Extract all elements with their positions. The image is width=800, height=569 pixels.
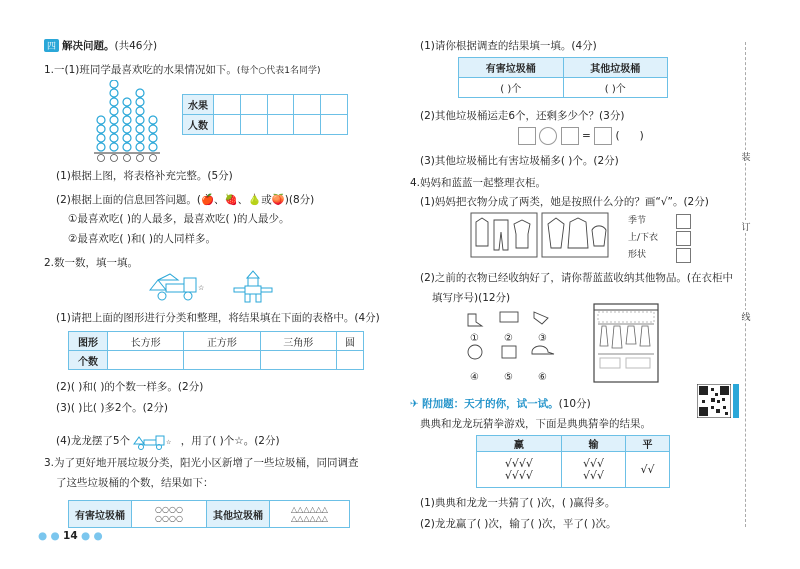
q2-sub2: (2)( )和( )的个数一样多。(2分) — [56, 381, 204, 393]
qr-code — [697, 384, 731, 418]
bonus-text: 典典和龙龙玩猜拳游戏，下面是典典猜拳的结果。 — [420, 418, 651, 430]
fruit-table: 水果 人数 — [182, 94, 348, 135]
wardrobe-image — [592, 300, 660, 384]
q2-sub3: (3)( )比( )多2个。(2分) — [56, 402, 168, 414]
binding-char: 线 — [740, 310, 752, 323]
clothes-groups — [470, 212, 610, 258]
q1-sub2: (2)根据上面的信息回答问题。(🍎、🍓、🍐或🍑)(8分) — [56, 194, 315, 206]
robot-figure — [232, 270, 274, 304]
rps-result-table: 赢 输 平 √√√√ √√√√ √√√ √√√ √√ — [476, 435, 670, 488]
section-badge: 四 — [44, 39, 59, 52]
q1-sub2b: ②最喜欢吃( )和( )的人同样多。 — [68, 233, 216, 245]
bonus-sub1: (1)典典和龙龙一共猜了( )次，( )赢得多。 — [420, 497, 616, 509]
truck-icon — [133, 432, 177, 450]
section-score: (共46分) — [114, 40, 158, 52]
q3-text2: 了这些垃圾桶的个数，结果如下： — [56, 477, 214, 489]
q3-sub1: (1)请你根据调查的结果填一填。(4分) — [420, 40, 597, 52]
q3-sub2: (2)其他垃圾桶运走6个，还剩多少个？(3分) — [420, 110, 625, 122]
binding-char: 订 — [740, 220, 752, 233]
qr-tag — [733, 384, 739, 418]
classify-options: 季节 上/下衣 形状 — [628, 216, 659, 260]
svg-text:☆: ☆ — [198, 284, 205, 292]
equation-boxes: = ( ) — [518, 127, 644, 145]
q4-sub2b: 填写序号)(12分) — [432, 292, 511, 304]
answer-box[interactable] — [561, 127, 579, 145]
q2-sub1: (1)请把上面的图形进行分类和整理，将结果填在下面的表格中。(4分) — [56, 312, 380, 324]
bonus-sub2: (2)龙龙赢了( )次，输了( )次，平了( )次。 — [420, 518, 617, 530]
section-heading — [44, 38, 157, 53]
option-checkbox-top-bottom[interactable] — [676, 231, 691, 246]
answer-box[interactable] — [518, 127, 536, 145]
option-checkbox-shape[interactable] — [676, 248, 691, 263]
q1-sub1: (1)根据上图，将表格补充完整。(5分) — [56, 170, 233, 182]
q4-sub2a: (2)之前的衣物已经收纳好了，请你帮蓝蓝收纳其他物品。(在衣柜中 — [420, 272, 733, 284]
q2-text: 2.数一数，填一填。 — [44, 257, 139, 269]
q4-text: 4.妈妈和蓝蓝一起整理衣柜。 — [410, 177, 547, 189]
q1-sub2a: ①最喜欢吃( )的人最多，最喜欢吃( )的人最少。 — [68, 213, 290, 225]
q3-sub3: (3)其他垃圾桶比有害垃圾桶多( )个。(2分) — [420, 155, 619, 167]
q1-text: 1.一(1)班同学最喜欢吃的水果情况如下。(每个○代表1名同学) — [44, 64, 321, 76]
binding-char: 装 — [740, 150, 752, 163]
bonus-heading: ✈ 附加题：天才的你，试一试。(10分) — [410, 398, 591, 410]
bin-survey-table: 有害垃圾桶 ○○○○ ○○○○ 其他垃圾桶 △△△△△△ △△△△△△ — [68, 500, 350, 528]
binding-line — [745, 42, 746, 527]
q2-sub4: (4)龙龙摆了5个 ☆ ，用了( )个☆。(2分) — [56, 432, 280, 450]
svg-text:☆: ☆ — [166, 439, 172, 446]
q3-text1: 3.为了更好地开展垃圾分类，阳光小区新增了一些垃圾桶，同同调查 — [44, 457, 359, 469]
truck-figure — [148, 272, 210, 302]
rocket-icon: ✈ — [410, 398, 419, 410]
q4-sub1: (1)妈妈把衣物分成了两类，她是按照什么分的？画“√”。(2分) — [420, 196, 709, 208]
shape-count-table: 图形 长方形 正方形 三角形 圆 个数 — [68, 331, 364, 370]
fruit-pictograph — [92, 80, 162, 162]
operator-circle[interactable] — [539, 127, 557, 145]
option-checkbox-season[interactable] — [676, 214, 691, 229]
section-title: 解决问题。 — [62, 40, 115, 52]
page-number: ● ● 14 ● ● — [38, 530, 103, 542]
bin-count-table: 有害垃圾桶 其他垃圾桶 ( )个 ( )个 — [458, 57, 668, 98]
answer-box[interactable] — [594, 127, 612, 145]
